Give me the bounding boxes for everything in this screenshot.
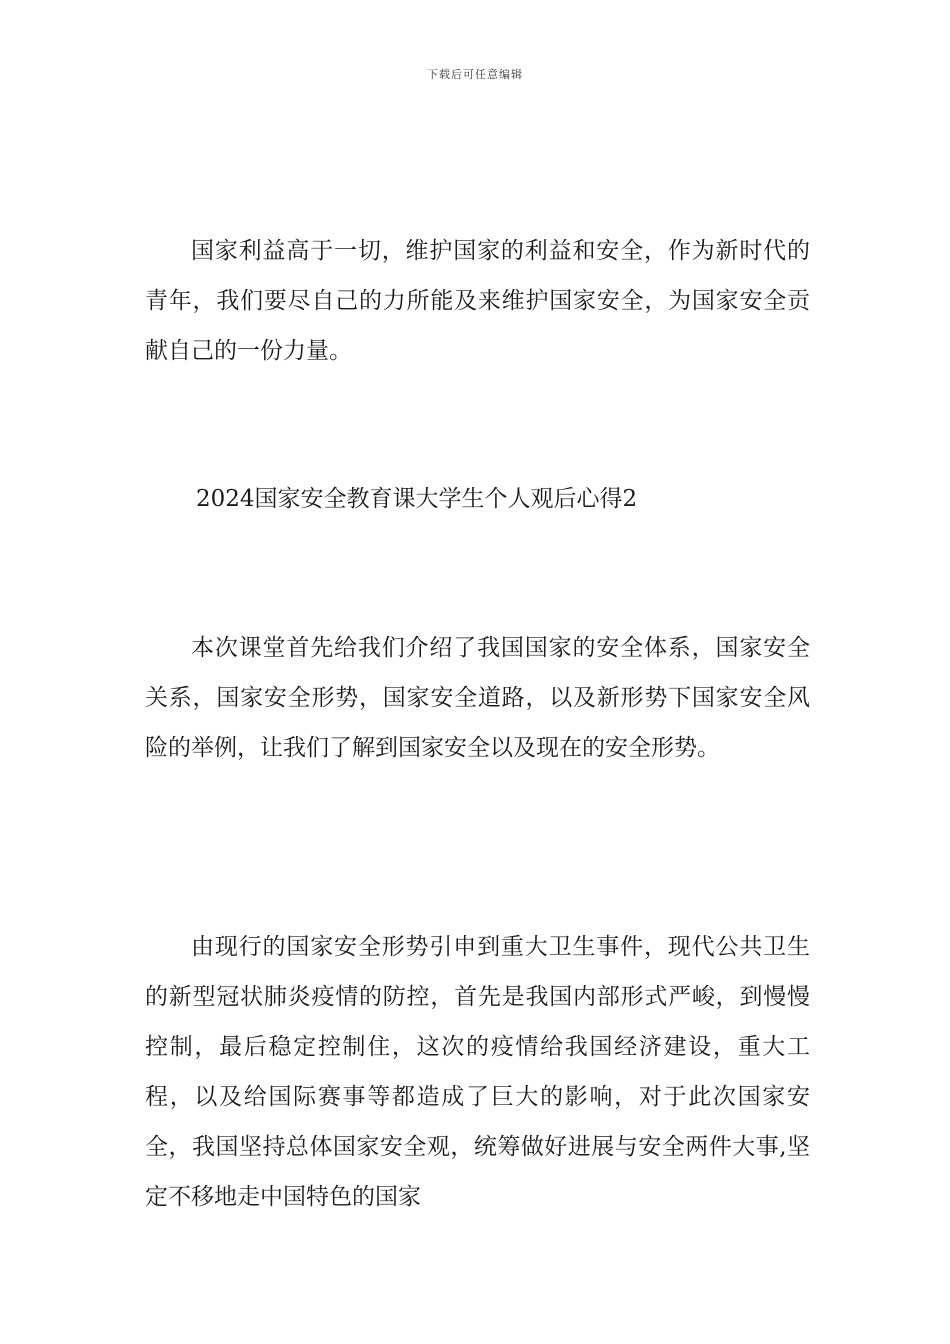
paragraph-2: 本次课堂首先给我们介绍了我国国家的安全体系，国家安全关系，国家安全形势，国家安全道路，以及新形势下国家安全风险的举例，让我们了解到国家安全以及现在的安全形势。 [145,635,810,761]
paragraph-3: 由现行的国家安全形势引申到重大卫生事件，现代公共卫生的新型冠状肺炎疫情的防控，首先是我国内部形式严峻，到慢慢控制，最后稳定控制住，这次的疫情给我国经济建设，重大工程，以及给国际赛事等都造成了巨大的影响，对于此次国家安全，我国坚持总体国家安全观，统筹做好进展与安全两件大事,坚定不移地走中国特色的国家 [145,934,810,1210]
section-title: 2024国家安全教育课大学生个人观后心得2 [196,486,638,512]
header-note: 下载后可任意编辑 [427,68,523,81]
paragraph-1: 国家利益高于一切，维护国家的利益和安全，作为新时代的青年，我们要尽自己的力所能及来维护国家安全，为国家安全贡献自己的一份力量。 [145,238,810,364]
